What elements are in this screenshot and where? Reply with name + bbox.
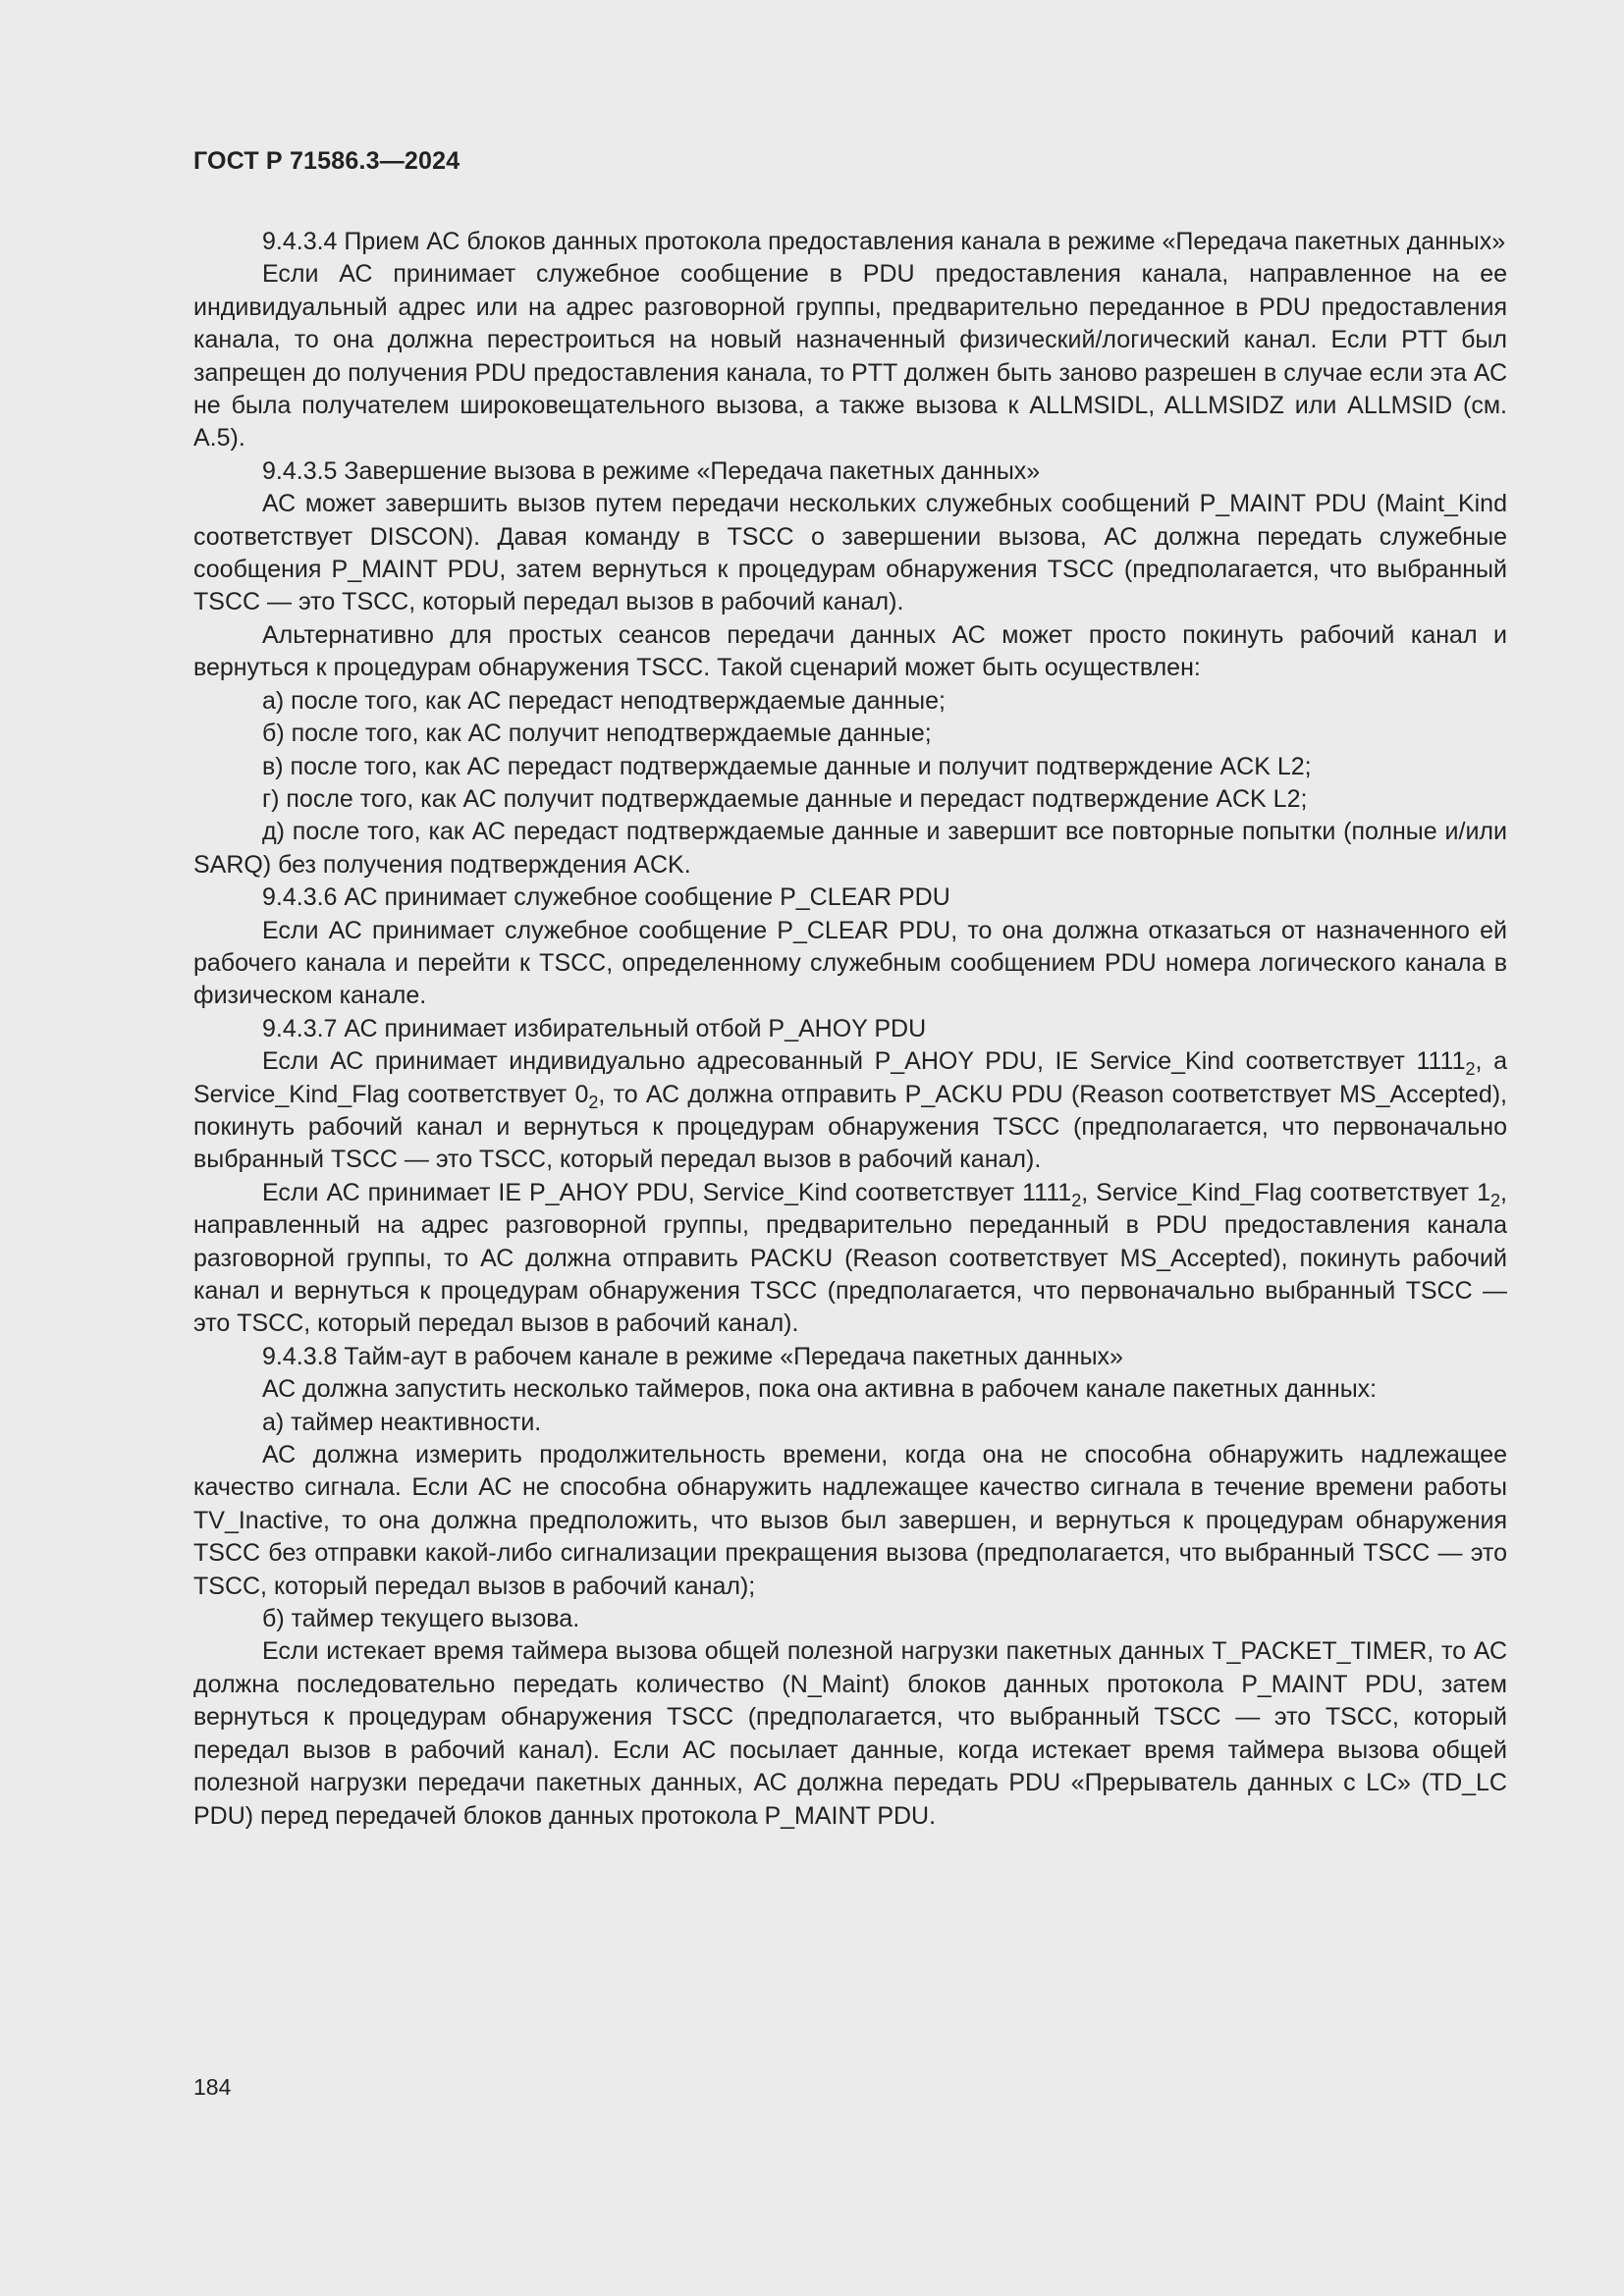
paragraph-text: Если АС принимает служебное сообщение в PDU предоставления канала, направленное на ее индивидуальный адрес или на адрес разговорной группы, предварительно переданное в PDU предоставления канала, то она должна перестроиться на новый назначенный физический/логический канал. Если PTT был запрещен до получения PDU предоставления канала, то PTT должен быть заново разрешен в случае если эта АС не была получателем широковещательного вызова, а также вызова к ALLMSIDL, ALLMSIDZ или ALLMSID (см. А.5). — [193, 260, 1507, 453]
paragraph-text: Если АС принимает индивидуально адресованный P_AHOY PDU, IE Service_Kind соответствует 1111 — [262, 1047, 1466, 1076]
paragraph — [193, 1635, 1507, 1832]
paragraph — [193, 226, 1507, 258]
paragraph — [193, 718, 1507, 750]
document-header: ГОСТ Р 71586.3—2024 — [193, 147, 460, 175]
paragraph-text: , то АС должна отправить P_ACKU PDU (Reason соответствует MS_Accepted), покинуть рабочий канал и вернуться к процедурам обнаружения TSCC (предполагается, что первоначально выбранный TSCC — это TSCC, который передал вызов в рабочий канал). — [193, 1080, 1507, 1174]
paragraph-text: Если АС принимает IE P_AHOY PDU, Service_Kind соответствует 1111 — [262, 1178, 1072, 1206]
paragraph — [193, 816, 1507, 881]
page-number: 184 — [193, 2074, 232, 2100]
paragraph — [193, 1407, 1507, 1439]
paragraph-text: 9.4.3.4 Прием АС блоков данных протокола предоставления канала в режиме «Передача пакетных данных» — [262, 228, 1506, 255]
paragraph-text: б) таймер текущего вызова. — [262, 1605, 580, 1633]
paragraph-text: АС должна запустить несколько таймеров, пока она активна в рабочем канале пакетных данных: — [262, 1375, 1378, 1404]
paragraph-text: Альтернативно для простых сеансов передачи данных АС может просто покинуть рабочий канал и вернуться к процедурам обнаружения TSCC. Такой сценарий может быть осуществлен: — [193, 620, 1507, 682]
paragraph-text: б) после того, как АС получит неподтверждаемые данные; — [262, 720, 932, 748]
paragraph-text: д) после того, как АС передаст подтверждаемые данные и завершит все повторные попытки (полные и/или SARQ) без получения подтверждения ACK. — [193, 818, 1507, 879]
paragraph-text: , направленный на адрес разговорной группы, предварительно переданный в PDU предоставления канала разговорной группы, то АС должна отправить PACKU (Reason соответствует MS_Accepted), покинуть рабочий канал и вернуться к процедурам обнаружения TSCC (предполагается, что первоначально выбранный TSCC — это TSCC, который передал вызов в рабочий канал). — [193, 1178, 1507, 1338]
paragraph — [193, 1013, 1507, 1045]
paragraph-text: АС может завершить вызов путем передачи нескольких служебных сообщений P_MAINT PDU (Maint_Kind соответствует DISCON). Давая команду в TSCC о завершении вызова, АС должна передать служебные сообщения P_MAINT PDU, затем вернуться к процедурам обнаружения TSCC (предполагается, что выбранный TSCC — это TSCC, который передал вызов в рабочий канал). — [193, 490, 1507, 616]
paragraph — [193, 1177, 1507, 1341]
paragraph-text: Если АС принимает служебное сообщение P_CLEAR PDU, то она должна отказаться от назначенного ей рабочего канала и перейти к TSCC, определенному служебным сообщением PDU номера логического канала в физическом канале. — [193, 916, 1507, 1010]
paragraph — [193, 488, 1507, 619]
paragraph — [193, 1603, 1507, 1635]
subscript: 2 — [1071, 1190, 1082, 1210]
paragraph — [193, 685, 1507, 718]
paragraph-text: в) после того, как АС передаст подтверждаемые данные и получит подтверждение ACK L2; — [262, 752, 1312, 780]
paragraph-text: 9.4.3.8 Тайм-аут в рабочем канале в режиме «Передача пакетных данных» — [262, 1342, 1123, 1370]
paragraph — [193, 455, 1507, 488]
paragraph-text: , Service_Kind_Flag соответствует 1 — [1081, 1178, 1491, 1206]
subscript: 2 — [588, 1092, 599, 1112]
paragraph-text: а) после того, как АС передаст неподтверждаемые данные; — [262, 686, 946, 715]
paragraph-text: а) таймер неактивности. — [262, 1408, 542, 1436]
paragraph — [193, 258, 1507, 454]
paragraph-text: , а Service_Kind_Flag соответствует 0 — [193, 1047, 1508, 1108]
subscript: 2 — [1465, 1059, 1476, 1080]
paragraph-text: 9.4.3.6 АС принимает служебное сообщение P_CLEAR PDU — [262, 883, 950, 912]
paragraph-text: Если истекает время таймера вызова общей полезной нагрузки пакетных данных T_PACKET_TIMER, то АС должна последовательно передать количество (N_Maint) блоков данных протокола P_MAINT PDU, затем вернуться к процедурам обнаружения TSCC (предполагается, что выбранный TSCC — это TSCC, который передал вызов в рабочий канал). Если АС посылает данные, когда истекает время таймера вызова общей полезной нагрузки передачи пакетных данных, АС должна передать PDU «Прерыватель данных с LC» (TD_LC PDU) перед передачей блоков данных протокола P_MAINT PDU. — [193, 1637, 1507, 1830]
paragraph — [193, 881, 1507, 914]
paragraph-text: г) после того, как АС получит подтверждаемые данные и передаст подтверждение ACK L2; — [262, 784, 1308, 813]
paragraph-text: АС должна измерить продолжительность времени, когда она не способна обнаружить надлежащее качество сигнала. Если АС не способна обнаружить надлежащее качество сигнала в течение времени работы TV_Inactive, то она должна предположить, что вызов был завершен, и вернуться к процедурам обнаружения TSCC без отправки какой-либо сигнализации прекращения вызова (предполагается, что выбранный TSCC — это TSCC, который передал вызов в рабочий канал); — [193, 1441, 1507, 1600]
paragraph — [193, 751, 1507, 783]
paragraph-text: 9.4.3.5 Завершение вызова в режиме «Передача пакетных данных» — [262, 456, 1041, 485]
subscript: 2 — [1490, 1190, 1501, 1210]
paragraph — [193, 915, 1507, 1013]
paragraph — [193, 1439, 1507, 1603]
paragraph — [193, 1045, 1507, 1177]
paragraph — [193, 783, 1507, 816]
paragraph-text: 9.4.3.7 АС принимает избирательный отбой P_AHOY PDU — [262, 1014, 927, 1042]
paragraph — [193, 1373, 1507, 1406]
paragraph — [193, 1341, 1507, 1373]
document-body — [193, 226, 1507, 1833]
paragraph — [193, 619, 1507, 685]
